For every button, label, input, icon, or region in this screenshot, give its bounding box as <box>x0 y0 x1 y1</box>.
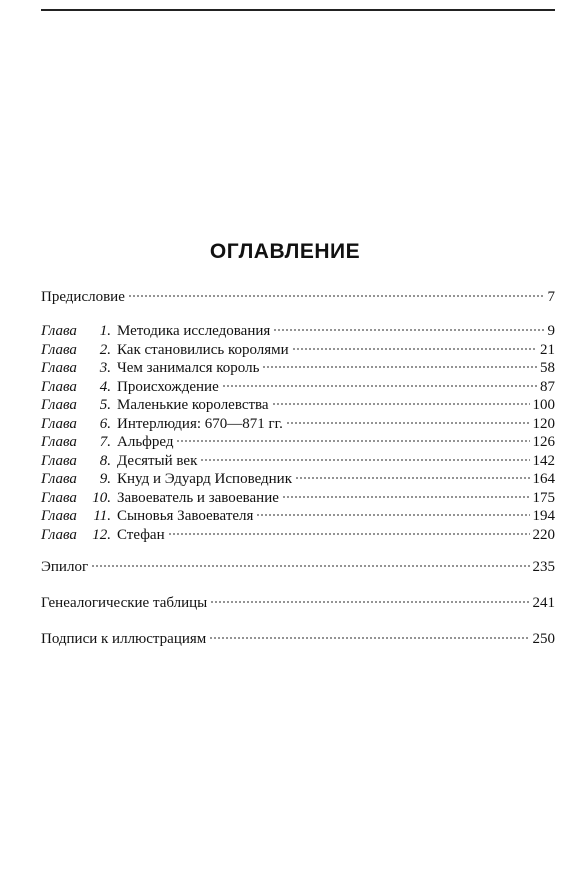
chapter-number: 6. <box>99 415 111 432</box>
chapter-word: Глава <box>41 452 77 469</box>
toc-entry-genealogy[interactable] <box>41 592 555 614</box>
chapter-list <box>41 322 555 544</box>
toc-entry-chapter-9[interactable] <box>41 470 555 489</box>
dot-leader <box>262 365 537 369</box>
dot-leader <box>295 476 530 480</box>
chapter-title: Маленькие королевства <box>117 397 269 413</box>
dot-leader <box>256 513 529 517</box>
dot-leader <box>273 328 544 332</box>
toc-entry-epilogue[interactable] <box>41 556 555 578</box>
page-title: ОГЛАВЛЕНИЕ <box>209 240 361 263</box>
table-of-contents <box>41 286 555 650</box>
page-number: 126 <box>532 434 555 450</box>
page-number: 235 <box>532 559 555 575</box>
dot-leader <box>210 600 529 604</box>
toc-entry-chapter-7[interactable] <box>41 433 555 452</box>
toc-entry-chapter-6[interactable] <box>41 415 555 434</box>
page-number: 120 <box>532 415 555 432</box>
chapter-title: Стефан <box>117 526 165 543</box>
page-number: 9 <box>547 323 555 339</box>
toc-entry-preface[interactable] <box>41 286 555 308</box>
chapter-word: Глава <box>41 471 77 487</box>
page-number: 220 <box>532 526 555 543</box>
chapter-word: Глава <box>41 323 77 339</box>
chapter-word: Глава <box>41 415 77 432</box>
chapter-number: 7. <box>99 434 111 450</box>
toc-entry-captions[interactable] <box>41 628 555 650</box>
toc-entry-chapter-4[interactable] <box>41 378 555 397</box>
chapter-title: Завоеватель и завоевание <box>117 489 279 506</box>
chapter-title: Методика исследования <box>117 323 271 339</box>
page-number: 58 <box>540 360 555 376</box>
entry-label: Предисловие <box>41 289 125 305</box>
chapter-number: 12. <box>92 526 111 543</box>
toc-entry-chapter-3[interactable] <box>41 359 555 378</box>
chapter-word: Глава <box>41 378 77 395</box>
chapter-title: Альфред <box>117 434 174 450</box>
page-number: 241 <box>532 595 555 611</box>
chapter-title: Интерлюдия: 670—871 гг. <box>117 415 283 432</box>
chapter-number: 11. <box>93 508 111 524</box>
dot-leader <box>286 421 530 425</box>
chapter-word: Глава <box>41 434 77 450</box>
chapter-number: 1. <box>99 323 111 339</box>
dot-leader <box>222 384 537 388</box>
dot-leader <box>168 532 530 536</box>
chapter-title: Чем занимался король <box>117 360 260 376</box>
toc-entry-chapter-2[interactable] <box>41 341 555 360</box>
dot-leader <box>292 347 537 351</box>
chapter-word: Глава <box>41 341 77 358</box>
chapter-word: Глава <box>41 397 77 413</box>
entry-label: Подписи к иллюстрациям <box>41 631 207 647</box>
dot-leader <box>282 495 530 499</box>
page-number: 87 <box>540 378 555 395</box>
page-number: 164 <box>532 471 555 487</box>
toc-entry-chapter-11[interactable] <box>41 507 555 526</box>
toc-entry-chapter-1[interactable] <box>41 322 555 341</box>
chapter-title: Происхождение <box>117 378 219 395</box>
page-number: 142 <box>532 452 555 469</box>
entry-label: Эпилог <box>41 559 89 575</box>
page-number: 250 <box>532 631 555 647</box>
top-rule <box>41 9 555 11</box>
toc-entry-chapter-10[interactable] <box>41 489 555 508</box>
chapter-word: Глава <box>41 489 77 506</box>
chapter-number: 3. <box>99 360 111 376</box>
chapter-number: 5. <box>99 397 111 413</box>
dot-leader <box>200 458 529 462</box>
page-number: 100 <box>532 397 555 413</box>
entry-label: Генеалогические таблицы <box>41 595 208 611</box>
dot-leader <box>176 439 529 443</box>
chapter-number: 10. <box>92 489 111 506</box>
page-number: 194 <box>532 508 555 524</box>
chapter-title: Сыновья Завоевателя <box>117 508 254 524</box>
dot-leader <box>209 636 529 640</box>
chapter-number: 2. <box>99 341 111 358</box>
chapter-number: 4. <box>99 378 111 395</box>
page-number: 175 <box>532 489 555 506</box>
chapter-title: Кнуд и Эдуард Исповедник <box>117 471 292 487</box>
page-number: 7 <box>547 289 555 305</box>
toc-entry-chapter-12[interactable] <box>41 526 555 545</box>
chapter-number: 8. <box>99 452 111 469</box>
dot-leader <box>272 402 530 406</box>
chapter-word: Глава <box>41 360 77 376</box>
chapter-title: Десятый век <box>117 452 198 469</box>
chapter-title: Как становились королями <box>117 341 289 358</box>
toc-entry-chapter-8[interactable] <box>41 452 555 471</box>
dot-leader <box>128 294 545 298</box>
dot-leader <box>91 564 529 568</box>
page-number: 21 <box>540 341 555 358</box>
chapter-word: Глава <box>41 526 77 543</box>
toc-entry-chapter-5[interactable] <box>41 396 555 415</box>
chapter-word: Глава <box>41 508 77 524</box>
chapter-number: 9. <box>99 471 111 487</box>
